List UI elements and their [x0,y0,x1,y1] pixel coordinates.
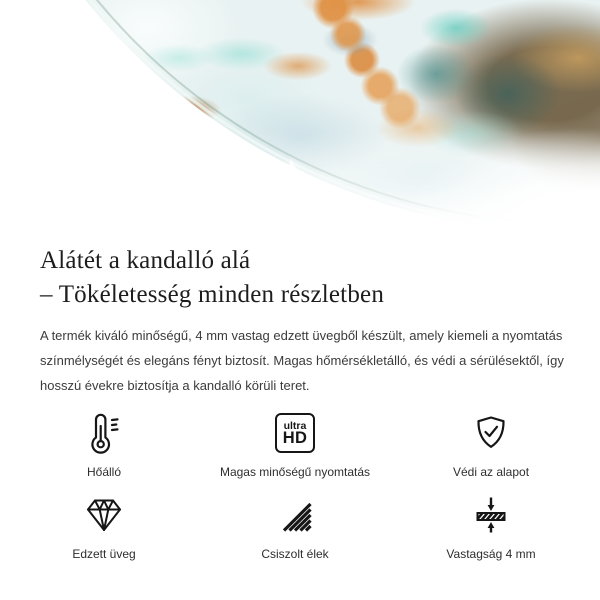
feature-protects-base [453,411,529,479]
thermometer-icon [84,411,124,455]
description-line: hosszú évekre biztosítja a kandalló körüli teret. [40,378,310,393]
product-description [40,323,564,398]
ultra-hd-text-top: ultra [283,419,307,432]
shield-check-icon [471,411,511,455]
feature-tempered-glass [72,493,135,561]
feature-label: Hőálló [86,465,122,479]
feature-polished-edges [261,493,328,561]
thickness-arrows-icon [471,493,511,537]
content-section [0,237,600,561]
sparkle-icon [278,158,305,185]
feature-thickness [446,493,535,561]
feature-ultra-hd-print [220,411,370,479]
feature-label: Magas minőségű nyomtatás [219,465,371,479]
features-grid [40,411,560,561]
sparkle-small-icon [336,192,349,205]
description-line: A termék kiváló minőségű, 4 mm vastag edzett üvegből készült, amely kiemeli a nyomtatás [40,328,563,343]
feature-label: Csiszolt élek [261,547,329,561]
description-line: színmélységét és elegáns fényt biztosít. Magas hőmérsékletálló, és védi a sérülésektől, így [40,353,564,368]
title-line-2: – Tökéletesség minden részletben [40,281,385,308]
ultra-hd-icon [275,411,315,455]
feature-heat-resistant [84,411,124,479]
feature-label: Védi az alapot [452,465,530,479]
ultra-hd-text-bottom: HD [282,428,308,447]
product-photo [0,0,600,237]
feature-label: Edzett üveg [72,547,136,561]
feature-label: Vastagság 4 mm [446,547,536,561]
title-line-1: Alátét a kandalló alá [40,247,251,274]
polished-edges-icon [275,493,315,537]
page-title [40,237,560,312]
diamond-icon [84,493,124,537]
